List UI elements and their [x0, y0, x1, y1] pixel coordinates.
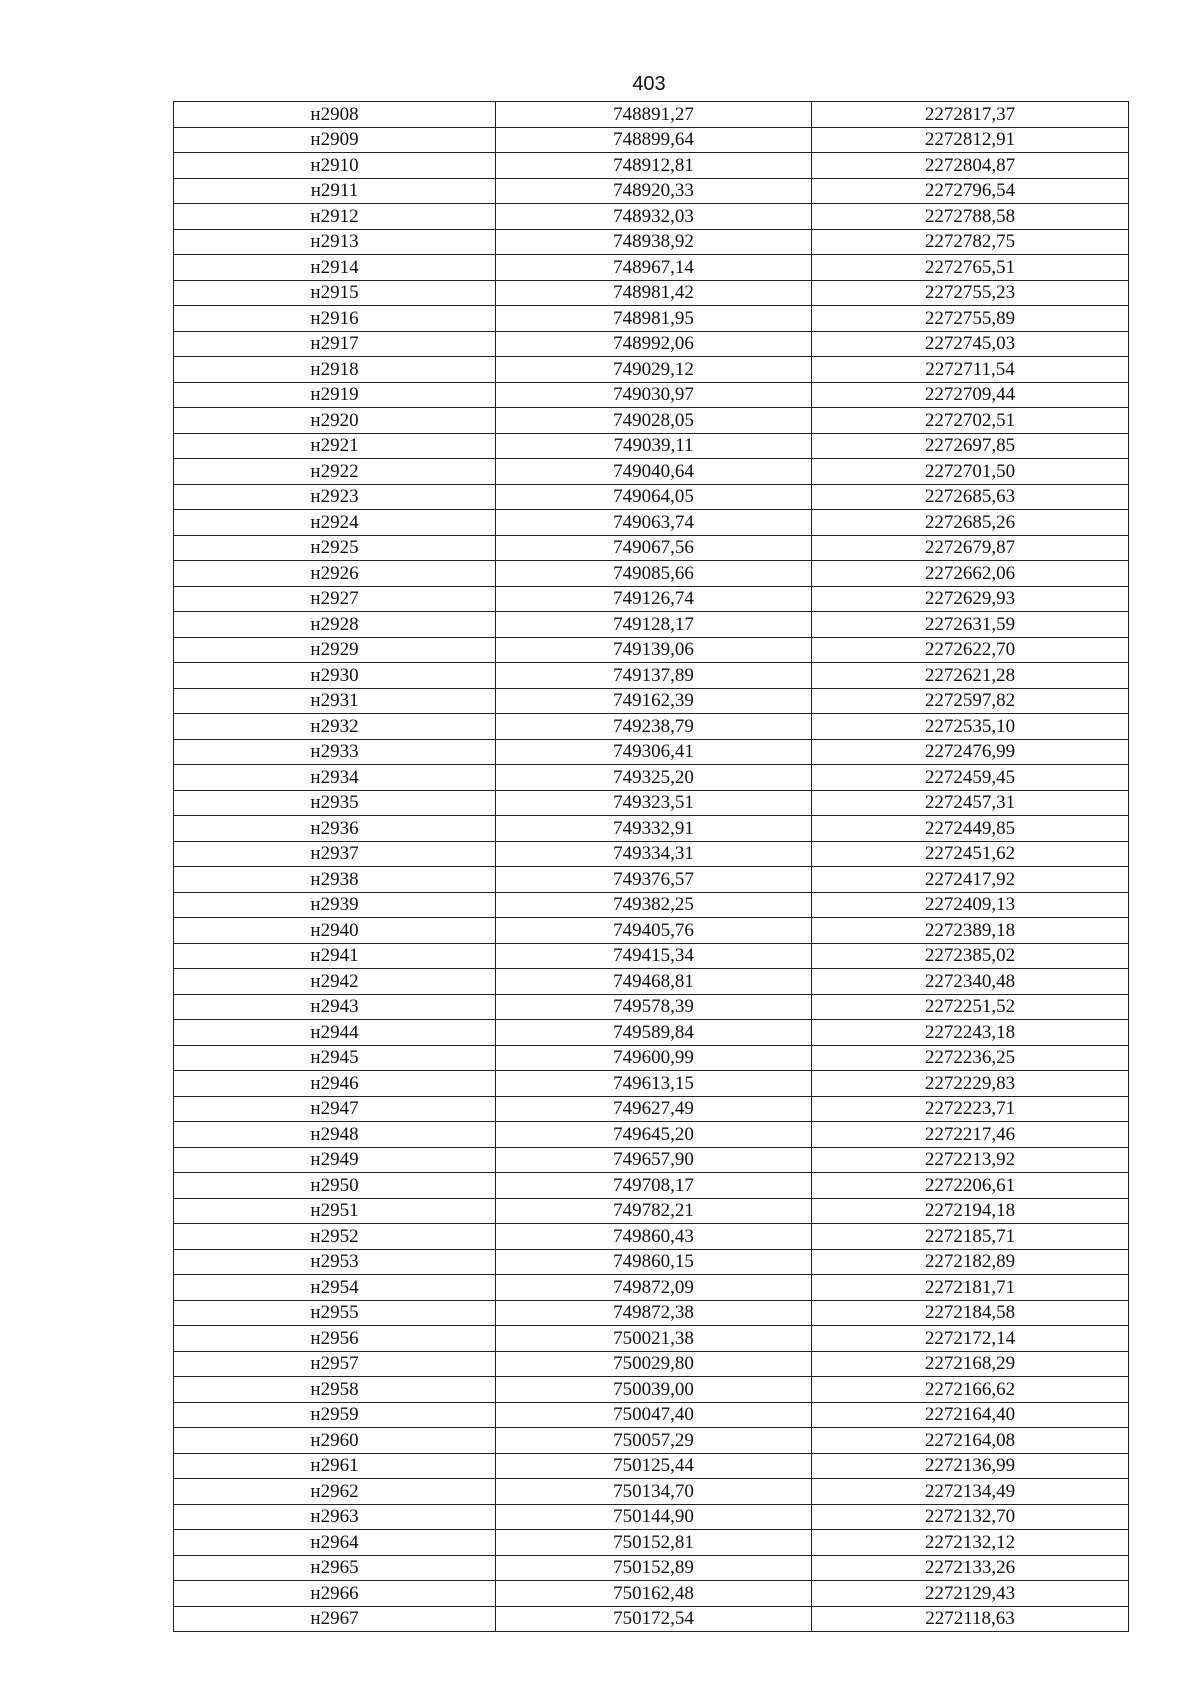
point-id-cell: н2910: [174, 153, 496, 179]
y-coordinate-cell: 2272166,62: [812, 1377, 1129, 1403]
point-id-cell: н2953: [174, 1249, 496, 1275]
point-id-cell: н2950: [174, 1173, 496, 1199]
point-id-cell: н2919: [174, 382, 496, 408]
point-id-cell: н2952: [174, 1224, 496, 1250]
point-id-cell: н2921: [174, 433, 496, 459]
point-id-cell: н2922: [174, 459, 496, 485]
table-row: [174, 1173, 1129, 1199]
x-coordinate-cell: 749063,74: [496, 510, 812, 536]
y-coordinate-cell: 2272451,62: [812, 841, 1129, 867]
point-id-cell: н2945: [174, 1045, 496, 1071]
point-id-cell: н2915: [174, 280, 496, 306]
x-coordinate-cell: 748981,95: [496, 306, 812, 332]
point-id-cell: н2936: [174, 816, 496, 842]
table-row: [174, 892, 1129, 918]
point-id-cell: н2939: [174, 892, 496, 918]
x-coordinate-cell: 750134,70: [496, 1479, 812, 1505]
x-coordinate-cell: 749468,81: [496, 969, 812, 995]
table-row: [174, 1071, 1129, 1097]
x-coordinate-cell: 748981,42: [496, 280, 812, 306]
point-id-cell: н2932: [174, 714, 496, 740]
y-coordinate-cell: 2272172,14: [812, 1326, 1129, 1352]
point-id-cell: н2958: [174, 1377, 496, 1403]
x-coordinate-cell: 748920,33: [496, 178, 812, 204]
y-coordinate-cell: 2272164,40: [812, 1402, 1129, 1428]
table-row: [174, 459, 1129, 485]
table-row: [174, 102, 1129, 128]
point-id-cell: н2949: [174, 1147, 496, 1173]
table-row: [174, 408, 1129, 434]
x-coordinate-cell: 748992,06: [496, 331, 812, 357]
y-coordinate-cell: 2272251,52: [812, 994, 1129, 1020]
table-row: [174, 739, 1129, 765]
table-row: [174, 994, 1129, 1020]
y-coordinate-cell: 2272476,99: [812, 739, 1129, 765]
point-id-cell: н2926: [174, 561, 496, 587]
y-coordinate-cell: 2272679,87: [812, 535, 1129, 561]
y-coordinate-cell: 2272765,51: [812, 255, 1129, 281]
point-id-cell: н2911: [174, 178, 496, 204]
point-id-cell: н2943: [174, 994, 496, 1020]
table-row: [174, 816, 1129, 842]
point-id-cell: н2923: [174, 484, 496, 510]
table-row: [174, 765, 1129, 791]
x-coordinate-cell: 749415,34: [496, 943, 812, 969]
x-coordinate-cell: 748912,81: [496, 153, 812, 179]
table-row: [174, 1581, 1129, 1607]
y-coordinate-cell: 2272213,92: [812, 1147, 1129, 1173]
point-id-cell: н2916: [174, 306, 496, 332]
y-coordinate-cell: 2272755,89: [812, 306, 1129, 332]
y-coordinate-cell: 2272185,71: [812, 1224, 1129, 1250]
point-id-cell: н2938: [174, 867, 496, 893]
x-coordinate-cell: 749238,79: [496, 714, 812, 740]
y-coordinate-cell: 2272243,18: [812, 1020, 1129, 1046]
y-coordinate-cell: 2272449,85: [812, 816, 1129, 842]
table-row: [174, 229, 1129, 255]
x-coordinate-cell: 748899,64: [496, 127, 812, 153]
table-row: [174, 153, 1129, 179]
table-row: [174, 688, 1129, 714]
x-coordinate-cell: 749657,90: [496, 1147, 812, 1173]
point-id-cell: н2963: [174, 1504, 496, 1530]
table-row: [174, 1122, 1129, 1148]
table-row: [174, 1045, 1129, 1071]
x-coordinate-cell: 749872,09: [496, 1275, 812, 1301]
x-coordinate-cell: 749782,21: [496, 1198, 812, 1224]
x-coordinate-cell: 749064,05: [496, 484, 812, 510]
table-row: [174, 1606, 1129, 1632]
point-id-cell: н2961: [174, 1453, 496, 1479]
y-coordinate-cell: 2272817,37: [812, 102, 1129, 128]
y-coordinate-cell: 2272340,48: [812, 969, 1129, 995]
x-coordinate-cell: 749405,76: [496, 918, 812, 944]
x-coordinate-cell: 749139,06: [496, 637, 812, 663]
y-coordinate-cell: 2272129,43: [812, 1581, 1129, 1607]
y-coordinate-cell: 2272631,59: [812, 612, 1129, 638]
x-coordinate-cell: 749860,15: [496, 1249, 812, 1275]
y-coordinate-cell: 2272662,06: [812, 561, 1129, 587]
y-coordinate-cell: 2272812,91: [812, 127, 1129, 153]
x-coordinate-cell: 749128,17: [496, 612, 812, 638]
x-coordinate-cell: 750047,40: [496, 1402, 812, 1428]
table-row: [174, 1428, 1129, 1454]
x-coordinate-cell: 748932,03: [496, 204, 812, 230]
point-id-cell: н2935: [174, 790, 496, 816]
point-id-cell: н2930: [174, 663, 496, 689]
y-coordinate-cell: 2272181,71: [812, 1275, 1129, 1301]
point-id-cell: н2954: [174, 1275, 496, 1301]
table-row: [174, 663, 1129, 689]
y-coordinate-cell: 2272223,71: [812, 1096, 1129, 1122]
x-coordinate-cell: 748938,92: [496, 229, 812, 255]
x-coordinate-cell: 749306,41: [496, 739, 812, 765]
table-row: [174, 1402, 1129, 1428]
y-coordinate-cell: 2272745,03: [812, 331, 1129, 357]
point-id-cell: н2960: [174, 1428, 496, 1454]
y-coordinate-cell: 2272194,18: [812, 1198, 1129, 1224]
table-row: [174, 204, 1129, 230]
point-id-cell: н2942: [174, 969, 496, 995]
table-row: [174, 382, 1129, 408]
y-coordinate-cell: 2272457,31: [812, 790, 1129, 816]
x-coordinate-cell: 748891,27: [496, 102, 812, 128]
y-coordinate-cell: 2272417,92: [812, 867, 1129, 893]
point-id-cell: н2959: [174, 1402, 496, 1428]
y-coordinate-cell: 2272709,44: [812, 382, 1129, 408]
table-row: [174, 127, 1129, 153]
table-row: [174, 943, 1129, 969]
x-coordinate-cell: 750152,89: [496, 1555, 812, 1581]
table-row: [174, 969, 1129, 995]
table-row: [174, 1555, 1129, 1581]
x-coordinate-cell: 749030,97: [496, 382, 812, 408]
point-id-cell: н2914: [174, 255, 496, 281]
y-coordinate-cell: 2272136,99: [812, 1453, 1129, 1479]
point-id-cell: н2918: [174, 357, 496, 383]
point-id-cell: н2967: [174, 1606, 496, 1632]
table-row: [174, 1020, 1129, 1046]
table-row: [174, 790, 1129, 816]
y-coordinate-cell: 2272804,87: [812, 153, 1129, 179]
y-coordinate-cell: 2272236,25: [812, 1045, 1129, 1071]
point-id-cell: н2931: [174, 688, 496, 714]
coordinates-table: [173, 101, 1129, 1632]
x-coordinate-cell: 749578,39: [496, 994, 812, 1020]
point-id-cell: н2965: [174, 1555, 496, 1581]
point-id-cell: н2948: [174, 1122, 496, 1148]
point-id-cell: н2917: [174, 331, 496, 357]
y-coordinate-cell: 2272132,12: [812, 1530, 1129, 1556]
table-row: [174, 1326, 1129, 1352]
x-coordinate-cell: 749589,84: [496, 1020, 812, 1046]
x-coordinate-cell: 749613,15: [496, 1071, 812, 1097]
table-row: [174, 280, 1129, 306]
table-row: [174, 255, 1129, 281]
table-row: [174, 433, 1129, 459]
table-row: [174, 1275, 1129, 1301]
y-coordinate-cell: 2272168,29: [812, 1351, 1129, 1377]
y-coordinate-cell: 2272788,58: [812, 204, 1129, 230]
x-coordinate-cell: 749325,20: [496, 765, 812, 791]
y-coordinate-cell: 2272697,85: [812, 433, 1129, 459]
table-row: [174, 178, 1129, 204]
page-number: 403: [632, 73, 666, 95]
table-row: [174, 510, 1129, 536]
point-id-cell: н2929: [174, 637, 496, 663]
x-coordinate-cell: 750021,38: [496, 1326, 812, 1352]
table-row: [174, 867, 1129, 893]
x-coordinate-cell: 749334,31: [496, 841, 812, 867]
point-id-cell: н2924: [174, 510, 496, 536]
table-row: [174, 1096, 1129, 1122]
table-row: [174, 1479, 1129, 1505]
x-coordinate-cell: 750039,00: [496, 1377, 812, 1403]
x-coordinate-cell: 749162,39: [496, 688, 812, 714]
y-coordinate-cell: 2272133,26: [812, 1555, 1129, 1581]
point-id-cell: н2955: [174, 1300, 496, 1326]
table-row: [174, 918, 1129, 944]
table-row: [174, 1224, 1129, 1250]
table-row: [174, 586, 1129, 612]
y-coordinate-cell: 2272132,70: [812, 1504, 1129, 1530]
point-id-cell: н2937: [174, 841, 496, 867]
table-row: [174, 612, 1129, 638]
x-coordinate-cell: 749126,74: [496, 586, 812, 612]
y-coordinate-cell: 2272217,46: [812, 1122, 1129, 1148]
y-coordinate-cell: 2272621,28: [812, 663, 1129, 689]
x-coordinate-cell: 749029,12: [496, 357, 812, 383]
point-id-cell: н2944: [174, 1020, 496, 1046]
table-row: [174, 484, 1129, 510]
point-id-cell: н2927: [174, 586, 496, 612]
x-coordinate-cell: 749067,56: [496, 535, 812, 561]
y-coordinate-cell: 2272701,50: [812, 459, 1129, 485]
y-coordinate-cell: 2272164,08: [812, 1428, 1129, 1454]
y-coordinate-cell: 2272702,51: [812, 408, 1129, 434]
y-coordinate-cell: 2272182,89: [812, 1249, 1129, 1275]
y-coordinate-cell: 2272782,75: [812, 229, 1129, 255]
table-row: [174, 535, 1129, 561]
point-id-cell: н2957: [174, 1351, 496, 1377]
point-id-cell: н2909: [174, 127, 496, 153]
y-coordinate-cell: 2272685,63: [812, 484, 1129, 510]
table-row: [174, 357, 1129, 383]
table-row: [174, 1300, 1129, 1326]
y-coordinate-cell: 2272796,54: [812, 178, 1129, 204]
point-id-cell: н2956: [174, 1326, 496, 1352]
point-id-cell: н2928: [174, 612, 496, 638]
y-coordinate-cell: 2272118,63: [812, 1606, 1129, 1632]
table-row: [174, 1504, 1129, 1530]
y-coordinate-cell: 2272535,10: [812, 714, 1129, 740]
y-coordinate-cell: 2272385,02: [812, 943, 1129, 969]
y-coordinate-cell: 2272711,54: [812, 357, 1129, 383]
x-coordinate-cell: 750125,44: [496, 1453, 812, 1479]
point-id-cell: н2908: [174, 102, 496, 128]
y-coordinate-cell: 2272622,70: [812, 637, 1129, 663]
x-coordinate-cell: 749627,49: [496, 1096, 812, 1122]
x-coordinate-cell: 748967,14: [496, 255, 812, 281]
table-row: [174, 1351, 1129, 1377]
y-coordinate-cell: 2272459,45: [812, 765, 1129, 791]
y-coordinate-cell: 2272629,93: [812, 586, 1129, 612]
point-id-cell: н2920: [174, 408, 496, 434]
point-id-cell: н2951: [174, 1198, 496, 1224]
y-coordinate-cell: 2272229,83: [812, 1071, 1129, 1097]
x-coordinate-cell: 749860,43: [496, 1224, 812, 1250]
x-coordinate-cell: 750057,29: [496, 1428, 812, 1454]
table-row: [174, 331, 1129, 357]
table-row: [174, 306, 1129, 332]
point-id-cell: н2964: [174, 1530, 496, 1556]
table-row: [174, 1198, 1129, 1224]
point-id-cell: н2912: [174, 204, 496, 230]
x-coordinate-cell: 750144,90: [496, 1504, 812, 1530]
point-id-cell: н2946: [174, 1071, 496, 1097]
point-id-cell: н2940: [174, 918, 496, 944]
table-row: [174, 637, 1129, 663]
table-row: [174, 841, 1129, 867]
x-coordinate-cell: 749382,25: [496, 892, 812, 918]
y-coordinate-cell: 2272409,13: [812, 892, 1129, 918]
point-id-cell: н2925: [174, 535, 496, 561]
y-coordinate-cell: 2272206,61: [812, 1173, 1129, 1199]
y-coordinate-cell: 2272597,82: [812, 688, 1129, 714]
table-row: [174, 1147, 1129, 1173]
x-coordinate-cell: 749708,17: [496, 1173, 812, 1199]
table-row: [174, 714, 1129, 740]
y-coordinate-cell: 2272389,18: [812, 918, 1129, 944]
x-coordinate-cell: 749040,64: [496, 459, 812, 485]
x-coordinate-cell: 749137,89: [496, 663, 812, 689]
point-id-cell: н2913: [174, 229, 496, 255]
x-coordinate-cell: 749028,05: [496, 408, 812, 434]
x-coordinate-cell: 750152,81: [496, 1530, 812, 1556]
point-id-cell: н2934: [174, 765, 496, 791]
y-coordinate-cell: 2272134,49: [812, 1479, 1129, 1505]
table-row: [174, 1377, 1129, 1403]
point-id-cell: н2941: [174, 943, 496, 969]
table-row: [174, 1530, 1129, 1556]
table-row: [174, 1453, 1129, 1479]
point-id-cell: н2966: [174, 1581, 496, 1607]
x-coordinate-cell: 749085,66: [496, 561, 812, 587]
point-id-cell: н2962: [174, 1479, 496, 1505]
x-coordinate-cell: 750172,54: [496, 1606, 812, 1632]
coordinates-table-body: [174, 102, 1129, 1632]
y-coordinate-cell: 2272685,26: [812, 510, 1129, 536]
table-row: [174, 1249, 1129, 1275]
x-coordinate-cell: 749323,51: [496, 790, 812, 816]
x-coordinate-cell: 749332,91: [496, 816, 812, 842]
x-coordinate-cell: 750162,48: [496, 1581, 812, 1607]
x-coordinate-cell: 749600,99: [496, 1045, 812, 1071]
x-coordinate-cell: 749039,11: [496, 433, 812, 459]
y-coordinate-cell: 2272184,58: [812, 1300, 1129, 1326]
x-coordinate-cell: 749645,20: [496, 1122, 812, 1148]
x-coordinate-cell: 749872,38: [496, 1300, 812, 1326]
x-coordinate-cell: 749376,57: [496, 867, 812, 893]
point-id-cell: н2947: [174, 1096, 496, 1122]
y-coordinate-cell: 2272755,23: [812, 280, 1129, 306]
point-id-cell: н2933: [174, 739, 496, 765]
table-row: [174, 561, 1129, 587]
x-coordinate-cell: 750029,80: [496, 1351, 812, 1377]
